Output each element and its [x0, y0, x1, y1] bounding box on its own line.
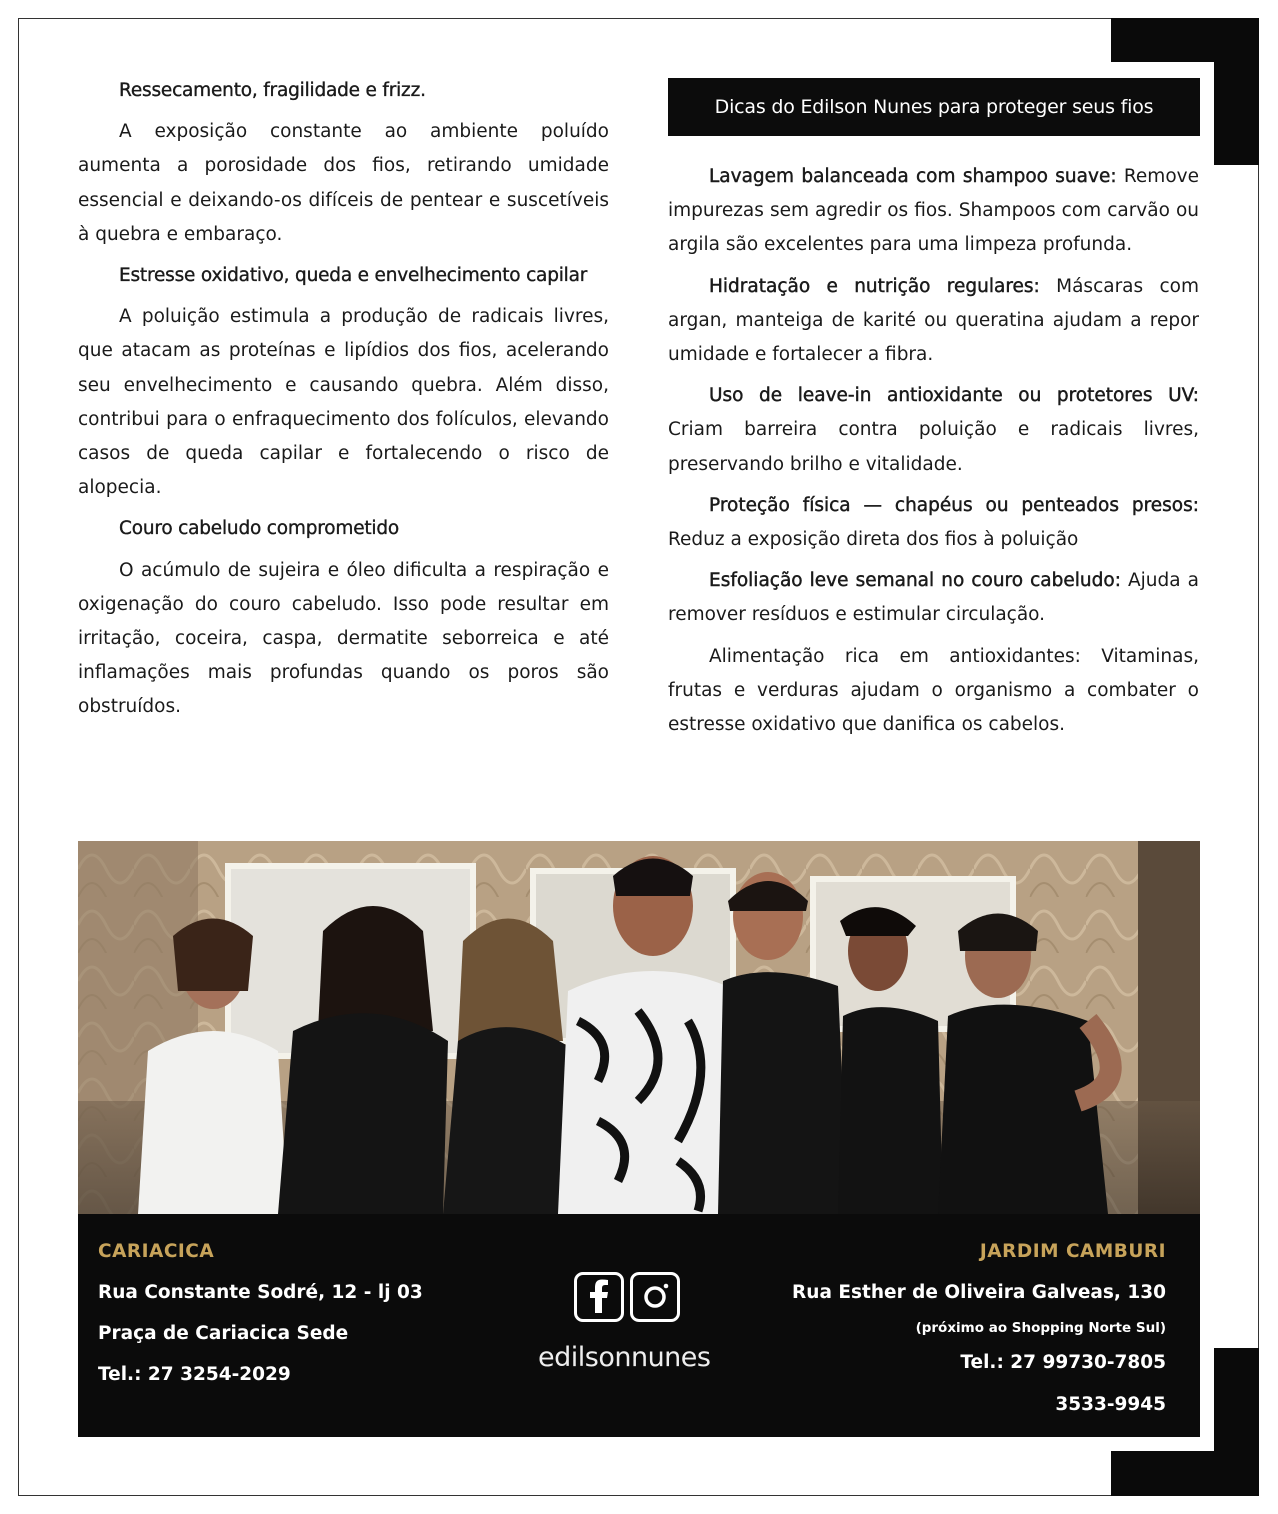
- instagram-icon[interactable]: [630, 1272, 680, 1322]
- section-title-oxidative-stress: Estresse oxidativo, queda e envelhecimento capilar: [119, 265, 588, 287]
- tip-text: Criam barreira contra poluição e radicais livres, preservando brilho e vitalidade.: [668, 419, 1199, 475]
- tip-item: [668, 489, 1199, 557]
- tip-item: [668, 640, 1199, 743]
- city-name-right: JARDIM CAMBURI: [979, 1241, 1166, 1262]
- tips-header: Dicas do Edilson Nunes para proteger seus fios: [668, 78, 1200, 136]
- section-text-oxidative-stress: A poluição estimula a produção de radicais livres, que atacam as proteínas e lipídios dos fios, acelerando seu envelhecimento e causando quebra. Além disso, contribui para o enfraquecimento dos folículos, elevando casos de queda capilar e fortalecendo o risco de alopecia.: [78, 306, 609, 499]
- tip-item: [668, 160, 1199, 263]
- phone-right-secondary: 3533-9945: [1055, 1394, 1166, 1415]
- tips-list: [668, 160, 1199, 749]
- tip-item: [668, 564, 1199, 632]
- tip-text: Máscaras com argan, manteiga de karité ou queratina ajudam a repor umidade e fortalecer a fibra.: [668, 275, 1199, 366]
- left-column: [78, 74, 609, 732]
- section-title-dryness: Ressecamento, fragilidade e frizz.: [119, 80, 426, 101]
- tip-title: Proteção física — chapéus ou penteados presos:: [709, 494, 1199, 516]
- section-text-scalp: O acúmulo de sujeira e óleo dificulta a respiração e oxigenação do couro cabeludo. Isso pode resultar em irritação, coceira, caspa, dermatite seborreica e até inflamações mais profundas quando os poros são obstruídos.: [78, 559, 609, 718]
- tip-title: Hidratação e nutrição regulares:: [709, 275, 1040, 297]
- address-note-right: (próximo ao Shopping Norte Sul): [915, 1320, 1166, 1336]
- address-line-left: Praça de Cariacica Sede: [98, 1323, 349, 1344]
- social-icons: [574, 1272, 680, 1322]
- facebook-icon[interactable]: [574, 1272, 624, 1322]
- tip-title: Uso de leave-in antioxidante ou protetores UV:: [709, 385, 1199, 407]
- phone-left: Tel.: 27 3254-2029: [98, 1364, 291, 1385]
- tip-item: [668, 270, 1199, 373]
- tip-text: Reduz a exposição direta dos fios à poluição: [668, 529, 1079, 551]
- tip-text: Ajuda a remover resíduos e estimular circulação.: [668, 570, 1199, 626]
- tip-title: Lavagem balanceada com shampoo suave:: [709, 166, 1117, 187]
- tip-item: [668, 379, 1199, 482]
- phone-right: Tel.: 27 99730-7805: [960, 1352, 1166, 1373]
- team-photo: [78, 841, 1200, 1214]
- tip-text: Remove impurezas sem agredir os fios. Shampoos com carvão ou argila são excelentes para uma limpeza profunda.: [668, 166, 1199, 256]
- section-title-scalp: Couro cabeludo comprometido: [119, 518, 400, 540]
- tip-text: Alimentação rica em antioxidantes: Vitaminas, frutas e verduras ajudam o organismo a combater o estresse oxidativo que danifica os cabelos.: [668, 645, 1199, 736]
- footer-contact-bar: [78, 1214, 1200, 1437]
- tip-title: Esfoliação leve semanal no couro cabeludo:: [709, 570, 1121, 592]
- section-text-dryness: A exposição constante ao ambiente poluído aumenta a porosidade dos fios, retirando umidade essencial e deixando-os difíceis de pentear e suscetíveis à quebra e embaraço.: [78, 121, 609, 245]
- address-line-right: Rua Esther de Oliveira Galveas, 130: [792, 1282, 1166, 1303]
- address-line-left: Rua Constante Sodré, 12 - lj 03: [98, 1282, 423, 1303]
- brand-logo-text: edilsonnunes: [538, 1342, 711, 1373]
- city-name-left: CARIACICA: [98, 1241, 215, 1262]
